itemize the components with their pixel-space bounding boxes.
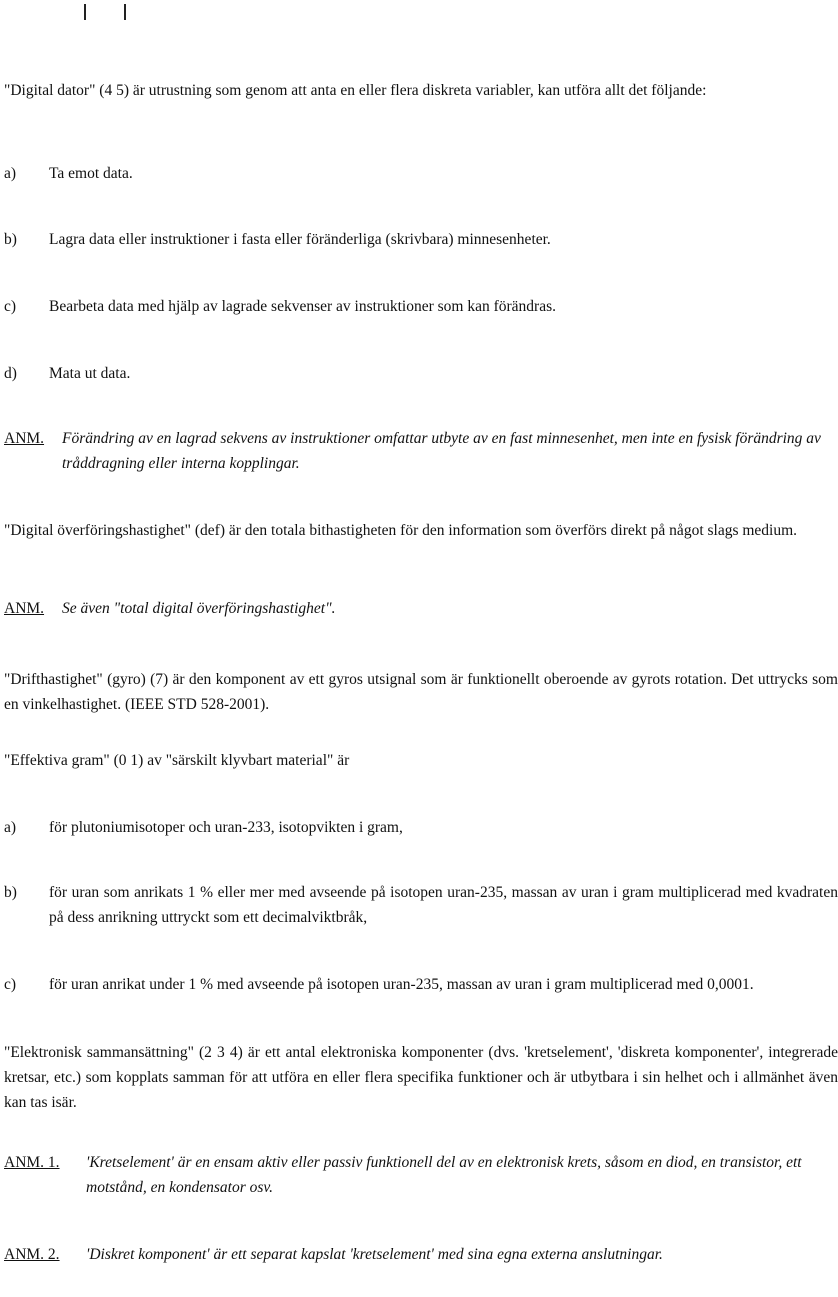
note-text: 'Diskret komponent' är ett separat kapslat 'kretselement' med sina egna externa anslutningar. — [86, 1246, 663, 1263]
list-text: för uran som anrikats 1 % eller mer med avseende på isotopen uran-235, massan av uran i gram multiplicerad med kvadraten på dess anrikning uttryckt som ett decimalviktbråk, — [49, 884, 838, 926]
header-mark-right — [124, 4, 126, 20]
list-label: a) — [4, 165, 17, 182]
list-text: Mata ut data. — [49, 365, 131, 382]
definition-digital-dator: "Digital dator" (4 5) är utrustning som genom att anta en eller flera diskreta variabler, kan utföra allt det följande: — [4, 82, 707, 99]
note-label: ANM. — [4, 600, 45, 617]
definition-digital-overforingshastighet: "Digital överföringshastighet" (def) är den totala bithastigheten för den information som överförs direkt på något slags medium. — [4, 522, 798, 539]
definition-elektronisk-sammansattning: "Elektronisk sammansättning" (2 3 4) är ett antal elektroniska komponenter (dvs. 'kretselement', 'diskreta komponenter', integrerade kretsar, etc.) som kopplats samman för att utföra en eller flera specifika funktioner och är utbytbara i sin helhet och i allmänhet även kan tas isär. — [4, 1044, 838, 1111]
note-text: 'Kretselement' är en ensam aktiv eller passiv funktionell del av en elektronisk krets, såsom en diod, en transistor, ett motstånd, en kondensator osv. — [86, 1154, 802, 1196]
list-text: för uran anrikat under 1 % med avseende på isotopen uran-235, massan av uran i gram multiplicerad med 0,0001. — [49, 976, 754, 993]
list-label: b) — [4, 884, 17, 901]
note-label: ANM. 2. — [4, 1246, 60, 1263]
list-label: d) — [4, 365, 17, 382]
note-label: ANM. 1. — [4, 1154, 60, 1171]
note-text: Förändring av en lagrad sekvens av instruktioner omfattar utbyte av en fast minnesenhet, men inte en fysisk förändring av tråddragning eller interna kopplingar. — [62, 430, 821, 472]
list-text: för plutoniumisotoper och uran-233, isotopvikten i gram, — [49, 819, 403, 836]
definition-drifthastighet: "Drifthastighet" (gyro) (7) är den komponent av ett gyros utsignal som är funktionellt oberoende av gyrots rotation. Det uttrycks som en vinkelhastighet. (IEEE STD 528-2001). — [4, 671, 838, 713]
list-text: Lagra data eller instruktioner i fasta eller föränderliga (skrivbara) minnesenheter. — [49, 231, 551, 248]
definition-effektiva-gram: "Effektiva gram" (0 1) av "särskilt klyvbart material" är — [4, 752, 350, 769]
note-label: ANM. — [4, 430, 45, 447]
list-text: Bearbeta data med hjälp av lagrade sekvenser av instruktioner som kan förändras. — [49, 298, 557, 315]
header-mark-left — [84, 4, 86, 20]
note-text: Se även "total digital överföringshastighet". — [62, 600, 336, 617]
list-label: b) — [4, 231, 17, 248]
list-text: Ta emot data. — [49, 165, 133, 182]
list-label: a) — [4, 819, 17, 836]
list-label: c) — [4, 976, 17, 993]
list-label: c) — [4, 298, 17, 315]
